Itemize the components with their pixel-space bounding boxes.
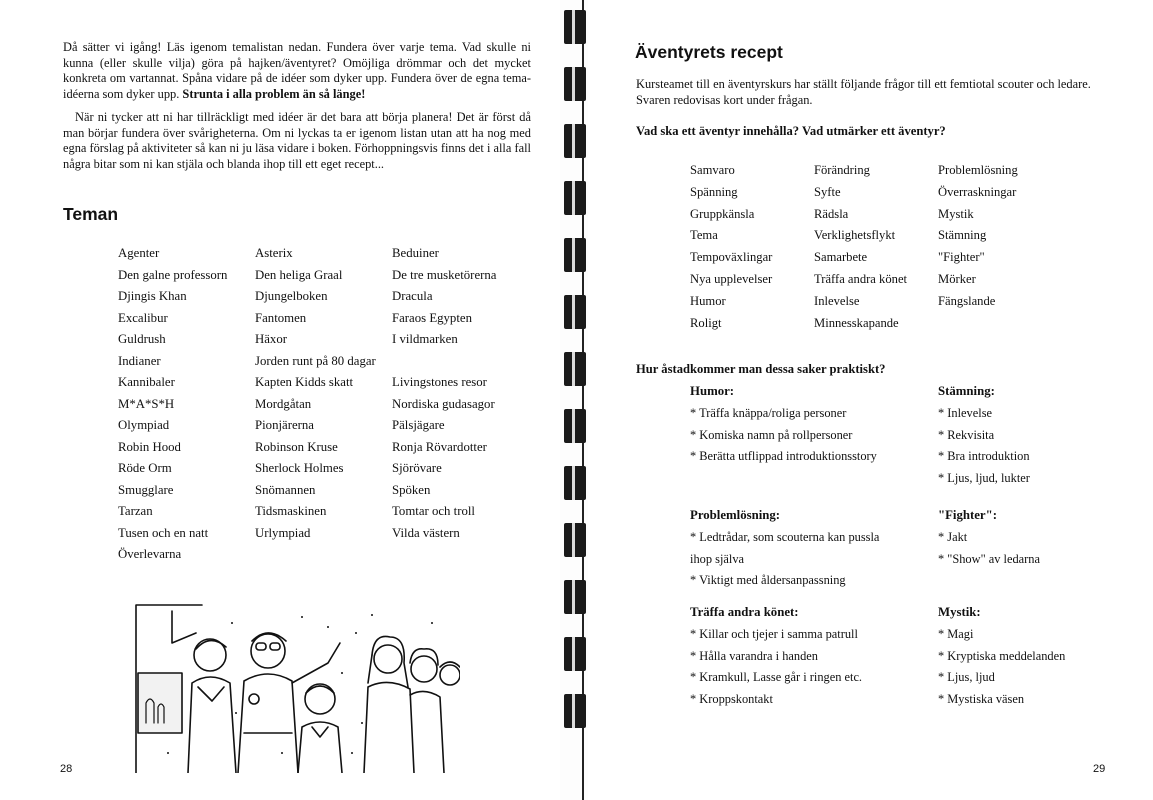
group-list-item: * Ljus, ljud, lukter [938,470,1030,485]
binding-ring [564,352,586,386]
answer-item: Humor [690,293,726,308]
binding-ring [564,67,586,101]
theme-item: Agenter [118,246,160,260]
group-list [938,527,1108,570]
answer-item: Tema [690,228,718,243]
answer-item: Överraskningar [938,184,1017,199]
group-traffa-andra-konet [690,605,910,710]
theme-item: Röde Orm [118,461,172,475]
group-list [938,403,1108,489]
theme-item: Nordiska gudasagor [392,396,495,411]
theme-item: Excalibur [118,310,168,325]
answer-item: Mörker [938,271,976,286]
theme-item: Faraos Egypten [392,310,472,325]
theme-item: M*A*S*H [118,396,175,411]
group-list-item: * Killar och tjejer i samma patrull [690,627,858,641]
theme-item: I vildmarken [392,332,458,346]
theme-item: Olympiad [118,418,170,432]
theme-item: Vilda västern [392,525,460,540]
answers-column-2 [814,160,907,334]
answers-column-1 [690,160,772,334]
theme-item: Jorden runt på 80 dagar [255,353,376,368]
group-list-item: * Jakt [938,530,968,544]
binding-ring [564,238,586,272]
answer-item: Rädsla [814,206,849,221]
answer-item: Roligt [690,315,722,330]
group-list-item: * Komiska namn på rollpersoner [690,427,853,442]
group-problemlosning [690,508,890,592]
group-title: Problemlösning: [690,508,781,522]
group-list-item: * Hålla varandra i handen [690,648,818,663]
group-list-item: * Mystiska väsen [938,691,1025,706]
theme-item: Tusen och en natt [118,525,209,540]
group-list [690,624,910,710]
group-list [690,403,910,468]
group-mystik [938,605,1128,710]
page-number-left: 28 [60,763,73,775]
group-list-item: * "Show" av ledarna [938,551,1040,566]
theme-item: Smugglare [118,482,174,497]
answer-item: Stämning [938,228,987,243]
theme-item: Tomtar och troll [392,504,475,518]
answer-item: Syfte [814,184,841,199]
right-page [588,0,1153,800]
group-title: "Fighter": [938,508,997,522]
page-gutter-line [582,0,584,800]
intro-paragraph-1: Då sätter vi igång! Läs igenom temalistan nedan. Fundera över varje tema. Vad skulle ni kunna (eller skulle vilja) göra på hajken/äventyret? Omöjliga drömmar och det mycket konkreta om vartannat. Spåna vidare på de idéer som dyker upp. Fundera över de egna tema-idéerna som dyker upp. Strunta i alla problem än så länge! [63,40,531,101]
answer-item: "Fighter" [938,250,985,265]
group-title: Mystik: [938,605,981,619]
group-title: Träffa andra könet: [690,605,799,619]
group-list-item: * Inlevelse [938,406,993,420]
group-list-item: * Bra introduktion [938,449,1030,463]
scouts-group-illustration [132,603,460,773]
group-list [690,527,890,592]
theme-item: Ronja Rövardotter [392,439,487,454]
answer-item: Träffa andra könet [814,271,908,286]
binding-ring [564,409,586,443]
group-list-item: * Viktigt med åldersanpassning [690,573,846,587]
binding-ring [564,10,586,44]
answer-item: Problemlösning [938,163,1018,177]
answers-column-3 [938,160,1018,313]
theme-item: Djingis Khan [118,289,187,303]
theme-item: Sherlock Holmes [255,461,344,475]
themes-column-3 [392,243,496,544]
theme-item: Kapten Kidds skatt [255,375,354,389]
left-page [0,0,560,800]
theme-item: Spöken [392,482,431,497]
group-list [938,624,1128,710]
answer-item: Förändring [814,163,870,177]
binding-ring [564,181,586,215]
theme-item: Robinson Kruse [255,439,338,454]
answer-item: Tempoväxlingar [690,250,773,265]
binding-ring [564,124,586,158]
group-list-item: * Ledtrådar, som scouterna kan pussla ihop själva [690,530,880,566]
group-list-item: * Rekvisita [938,427,995,442]
theme-item: Guldrush [118,332,166,346]
answer-item: Fängslande [938,293,996,308]
binding-ring [564,295,586,329]
answer-item: Spänning [690,184,738,199]
group-list-item: * Kramkull, Lasse går i ringen etc. [690,670,863,684]
binding-ring [564,466,586,500]
recipe-intro: Kursteamet till en äventyrskurs har ställt följande frågor till ett femtiotal scouter och ledare. Svaren redovisas kort under frågan. [636,77,1091,107]
answer-item: Mystik [938,206,974,221]
theme-item: Pionjärerna [255,418,314,432]
binding-ring [564,580,586,614]
group-list-item: * Magi [938,627,974,641]
theme-item: Mordgåtan [255,396,312,411]
intro-paragraph-2: När ni tycker att ni har tillräckligt med idéer är det bara att börja planera! Det är först då man börjar fundera över svårigheterna. Om ni lyckas ta er igenom listan utan att ha nog med egna förslag på aktiviteter så kan ni ju läsa vidare i boken. Förhoppningsvis finns det i alla fall några bitar som ni kan stjäla och blanda ihop till ett eget recept... [63,110,531,171]
theme-item: Pälsjägare [392,418,445,432]
theme-item: Kannibaler [118,375,175,389]
group-stamning [938,384,1108,489]
group-list-item: * Kryptiska meddelanden [938,648,1066,663]
spiral-binding [558,0,592,800]
theme-item: Snömannen [255,482,316,497]
theme-item: Överlevarna [118,547,182,561]
themes-column-2 [255,243,376,544]
answer-item: Samvaro [690,163,735,177]
answer-item: Inlevelse [814,293,860,308]
group-title: Stämning: [938,384,995,398]
theme-item: Häxor [255,332,287,346]
theme-item: Livingstones resor [392,375,487,389]
theme-item: Beduiner [392,246,439,260]
group-list-item: * Kroppskontakt [690,691,773,706]
theme-item: Fantomen [255,310,307,325]
answer-item: Samarbete [814,250,868,265]
group-humor [690,384,910,468]
recipe-heading: Äventyrets recept [635,42,783,62]
theme-item: Asterix [255,246,293,260]
theme-item: De tre musketörerna [392,267,497,282]
answer-item: Gruppkänsla [690,206,755,221]
theme-item: Dracula [392,289,433,303]
theme-item: Djungelboken [255,289,328,303]
binding-ring [564,523,586,557]
question-2: Hur åstadkommer man dessa saker praktiskt? [636,362,886,376]
group-list-item: * Träffa knäppa/roliga personer [690,406,847,420]
question-1: Vad ska ett äventyr innehålla? Vad utmärker ett äventyr? [636,124,946,138]
answer-item: Minnesskapande [814,315,899,330]
theme-item [392,351,496,373]
page-number-right: 29 [1093,763,1106,775]
group-fighter [938,508,1108,570]
theme-item: Den galne professorn [118,267,228,282]
binding-ring [564,637,586,671]
binding-ring [564,694,586,728]
theme-item: Tidsmaskinen [255,504,327,518]
theme-item: Den heliga Graal [255,267,343,282]
themes-column-1 [118,243,227,566]
group-list-item: * Ljus, ljud [938,670,995,684]
answer-item: Nya upplevelser [690,271,773,286]
theme-item: Sjörövare [392,461,442,475]
group-title: Humor: [690,384,735,398]
theme-item: Indianer [118,353,161,368]
theme-item: Tarzan [118,504,153,518]
themes-heading: Teman [63,204,119,224]
theme-item: Urlympiad [255,525,311,540]
answer-item: Verklighetsflykt [814,228,896,243]
theme-item: Robin Hood [118,439,181,454]
intro-emphasis: Strunta i alla problem än så länge! [182,86,366,101]
group-list-item: * Berätta utflippad introduktionsstory [690,449,877,463]
